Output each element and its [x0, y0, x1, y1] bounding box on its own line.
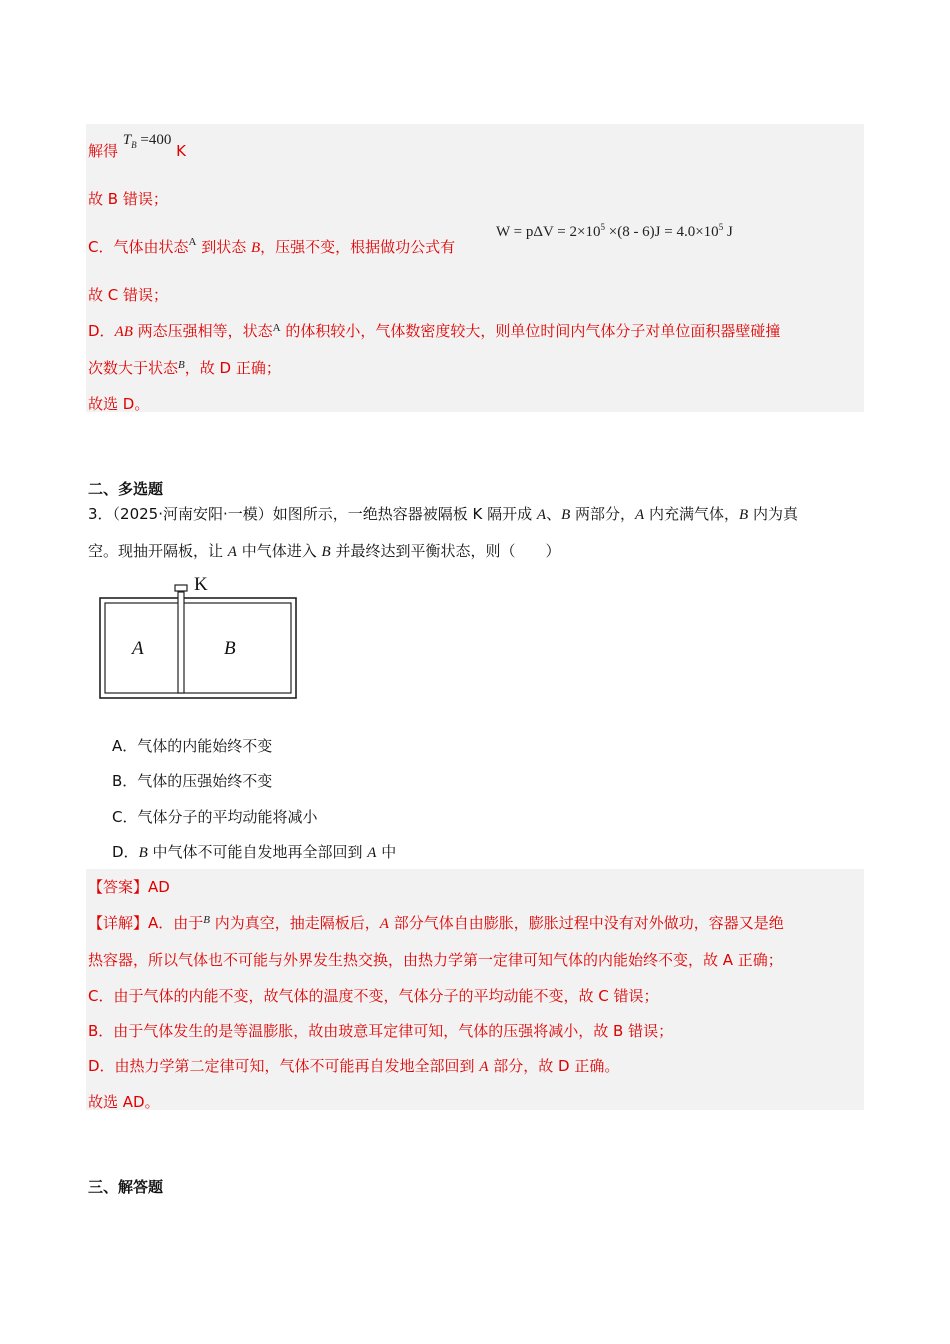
solution-line-1 [88, 132, 186, 162]
container-figure [96, 570, 306, 702]
question-text: （2025·河南安阳·一模）如图所示，一绝热容器被隔板 K 隔开成 [112, 505, 537, 523]
var-a: A [479, 1059, 489, 1075]
solution-text: ，压强不变，根据做功公式有 [260, 238, 456, 256]
detail-line-3: C．由于气体的内能不变，故气体的温度不变，气体分子的平均动能不变，故 C 错误； [88, 987, 659, 1005]
state-ab: AB [114, 324, 133, 340]
option-label: A． [112, 737, 138, 755]
section-title: 二、多选题 [88, 480, 164, 498]
option-d[interactable] [112, 841, 396, 862]
option-text: 气体分子的平均动能将减小 [137, 808, 318, 826]
detail-line-2: 热容器，所以气体也不可能与外界发生热交换，由热力学第一定律可知气体的内能始终不变，故 A 正确； [88, 951, 783, 969]
solution-text: D． [88, 322, 115, 340]
formula-part: ×(8 - 6)J = 4.0×10 [604, 224, 719, 240]
solution-text: 解得 [88, 142, 119, 160]
state-a: A [188, 236, 197, 248]
option-label: B． [112, 772, 138, 790]
state-a: A [272, 322, 281, 334]
question-text: 空。现抽开隔板，让 [88, 542, 228, 560]
option-b[interactable] [112, 770, 272, 791]
var-b: B [138, 845, 148, 861]
detail-text: D．由热力学第二定律可知，气体不可能再自发地全部回到 [88, 1057, 480, 1075]
option-a[interactable] [112, 735, 272, 756]
var-a: A [367, 845, 377, 861]
answer-line [88, 876, 170, 897]
var-a: A [536, 507, 547, 523]
section-title: 三、解答题 [88, 1178, 164, 1196]
option-c[interactable] [112, 806, 318, 827]
question-text: 内为真 [748, 505, 798, 523]
solution-line-6 [88, 357, 281, 378]
var-a: A [227, 544, 237, 560]
solution-text: C．气体由状态 [88, 238, 189, 256]
option-label: D． [112, 843, 139, 861]
option-text: 中 [376, 843, 397, 861]
formula-var: T [122, 132, 132, 148]
solution-line-5 [88, 320, 780, 341]
detail-line-5 [88, 1055, 619, 1076]
formula-exp: 5 [718, 222, 724, 232]
var-a: A [379, 916, 389, 932]
solution-text: 到状态 [196, 238, 251, 256]
detail-text: 内为真空，抽走隔板后， [210, 914, 380, 932]
option-label: C． [112, 808, 138, 826]
formula-sub: B [131, 140, 137, 150]
formula-part: J [723, 224, 733, 240]
detail-text: 部分气体自由膨胀，膨胀过程中没有对外做功，容器又是绝 [388, 914, 784, 932]
solution-line-2: 故 B 错误； [88, 190, 168, 208]
formula-tb [123, 132, 172, 148]
solution-text: 的体积较小，气体数密度较大，则单位时间内气体分子对单位面积器壁碰撞 [280, 322, 781, 340]
solution-line-4: 故 C 错误； [88, 286, 169, 304]
unit-text: K [176, 142, 186, 160]
question-text: 并最终达到平衡状态，则（ ） [330, 542, 561, 560]
solution-text: ，故 D 正确； [184, 359, 281, 377]
state-b: B [178, 359, 185, 371]
var-b: B [321, 544, 331, 560]
detail-line-6: 故选 AD。 [88, 1093, 160, 1111]
question-number: 3． [88, 505, 113, 523]
question-text: 、 [546, 505, 562, 523]
partition-k [178, 592, 184, 693]
label-b: B [224, 638, 236, 659]
question-text: 两部分， [570, 505, 636, 523]
detail-text: 部分，故 D 正确。 [488, 1057, 620, 1075]
detail-text: A．由于 [148, 914, 204, 932]
detail-tag: 【详解】 [88, 914, 149, 932]
formula-rest: =400 [136, 132, 172, 148]
solution-text: 次数大于状态 [88, 359, 179, 377]
work-formula [496, 222, 733, 241]
solution-line-3 [88, 236, 455, 257]
var-a: A [635, 507, 645, 523]
label-a: A [132, 638, 144, 659]
var-b: B [203, 914, 211, 926]
option-text: 中气体不可能自发地再全部回到 [147, 843, 368, 861]
question-text: 中气体进入 [236, 542, 322, 560]
question-line-1 [88, 503, 798, 524]
state-b: B [250, 240, 261, 256]
solution-text: 两态压强相等，状态 [132, 322, 273, 340]
var-b: B [739, 507, 749, 523]
question-line-2 [88, 540, 560, 561]
label-k: K [194, 574, 208, 595]
question-text: 内充满气体， [644, 505, 739, 523]
option-text: 气体的内能始终不变 [137, 737, 273, 755]
var-b: B [561, 507, 571, 523]
outer-wall [100, 598, 296, 698]
solution-line-7: 故选 D。 [88, 395, 150, 413]
answer-tag: 【答案】 [88, 878, 149, 896]
detail-line-4: B．由于气体发生的是等温膨胀，故由玻意耳定律可知，气体的压强将减小，故 B 错误； [88, 1022, 674, 1040]
detail-line-1 [88, 912, 784, 933]
formula-exp: 5 [600, 222, 605, 232]
answer-value: AD [148, 878, 170, 896]
partition-handle [175, 585, 187, 591]
option-text: 气体的压强始终不变 [137, 772, 273, 790]
formula-part: W = pΔV = 2×10 [496, 224, 601, 240]
